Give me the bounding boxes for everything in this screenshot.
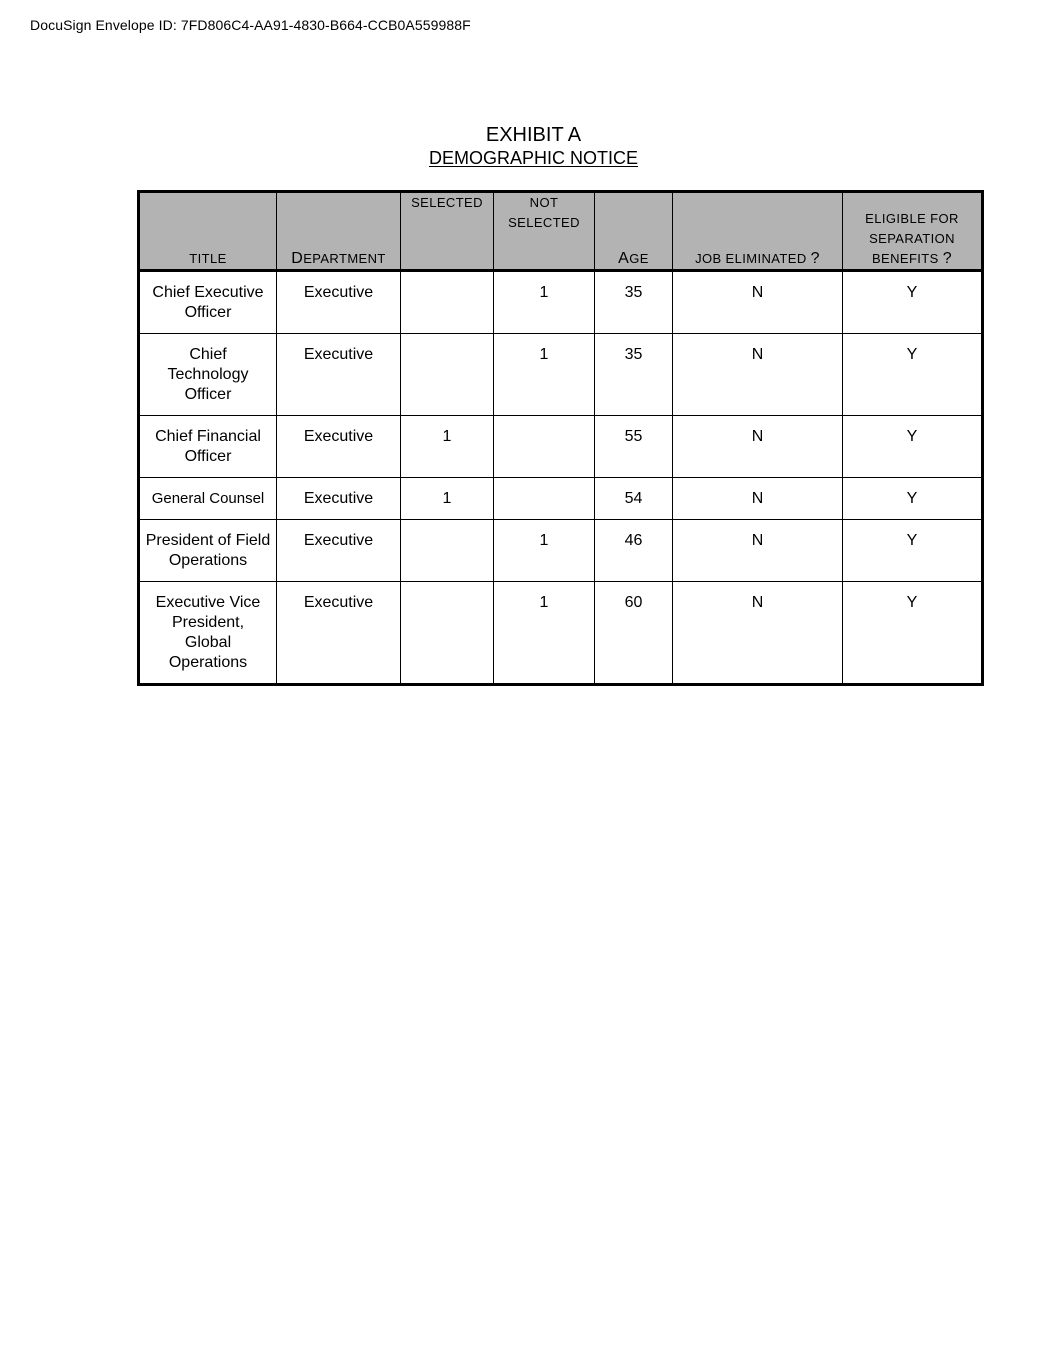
cell-title: Chief Technology Officer — [139, 334, 277, 416]
cell-age: 54 — [595, 478, 673, 520]
cell-department: Executive — [277, 520, 401, 582]
cell-not-selected: 1 — [494, 582, 595, 685]
exhibit-title: EXHIBIT A — [485, 124, 582, 146]
header-not-selected: NOT SELECTED — [494, 192, 595, 271]
cell-job-eliminated: N — [673, 416, 843, 478]
cell-not-selected: 1 — [494, 271, 595, 334]
notice-title: DEMOGRAPHIC NOTICE — [428, 148, 638, 168]
cell-age: 46 — [595, 520, 673, 582]
cell-age: 55 — [595, 416, 673, 478]
table-row — [139, 271, 983, 334]
table-row — [139, 582, 983, 685]
cell-selected — [401, 334, 494, 416]
cell-department: Executive — [277, 334, 401, 416]
cell-eligible: Y — [843, 582, 983, 685]
cell-eligible: Y — [843, 271, 983, 334]
cell-eligible: Y — [843, 520, 983, 582]
cell-title: Chief Executive Officer — [139, 271, 277, 334]
header-title: TITLE — [139, 192, 277, 271]
cell-age: 35 — [595, 334, 673, 416]
cell-age: 35 — [595, 271, 673, 334]
cell-selected — [401, 582, 494, 685]
cell-selected — [401, 271, 494, 334]
cell-eligible: Y — [843, 478, 983, 520]
header-age: AGE — [595, 192, 673, 271]
cell-job-eliminated: N — [673, 520, 843, 582]
cell-title: President of Field Operations — [139, 520, 277, 582]
cell-not-selected: 1 — [494, 520, 595, 582]
header-department: DEPARTMENT — [277, 192, 401, 271]
cell-job-eliminated: N — [673, 582, 843, 685]
table-row — [139, 334, 983, 416]
cell-eligible: Y — [843, 334, 983, 416]
cell-title: General Counsel — [139, 478, 277, 520]
cell-not-selected — [494, 478, 595, 520]
cell-department: Executive — [277, 416, 401, 478]
cell-selected: 1 — [401, 478, 494, 520]
table-row — [139, 416, 983, 478]
cell-department: Executive — [277, 271, 401, 334]
docusign-envelope-id: DocuSign Envelope ID: 7FD806C4-AA91-4830-B664-CCB0A559988F — [30, 17, 471, 33]
cell-not-selected — [494, 416, 595, 478]
cell-selected — [401, 520, 494, 582]
cell-job-eliminated: N — [673, 334, 843, 416]
table-row — [139, 520, 983, 582]
heading — [0, 123, 1055, 169]
cell-not-selected: 1 — [494, 334, 595, 416]
demographic-table — [137, 190, 984, 686]
cell-job-eliminated: N — [673, 271, 843, 334]
cell-department: Executive — [277, 582, 401, 685]
table-row — [139, 478, 983, 520]
header-eligible: ELIGIBLE FOR SEPARATION BENEFITS ? — [843, 192, 983, 271]
cell-eligible: Y — [843, 416, 983, 478]
cell-title: Chief Financial Officer — [139, 416, 277, 478]
cell-age: 60 — [595, 582, 673, 685]
cell-selected: 1 — [401, 416, 494, 478]
header-job-eliminated: JOB ELIMINATED ? — [673, 192, 843, 271]
header-row — [139, 192, 983, 271]
cell-title: Executive Vice President, Global Operations — [139, 582, 277, 685]
cell-department: Executive — [277, 478, 401, 520]
cell-job-eliminated: N — [673, 478, 843, 520]
header-selected: SELECTED — [401, 192, 494, 271]
